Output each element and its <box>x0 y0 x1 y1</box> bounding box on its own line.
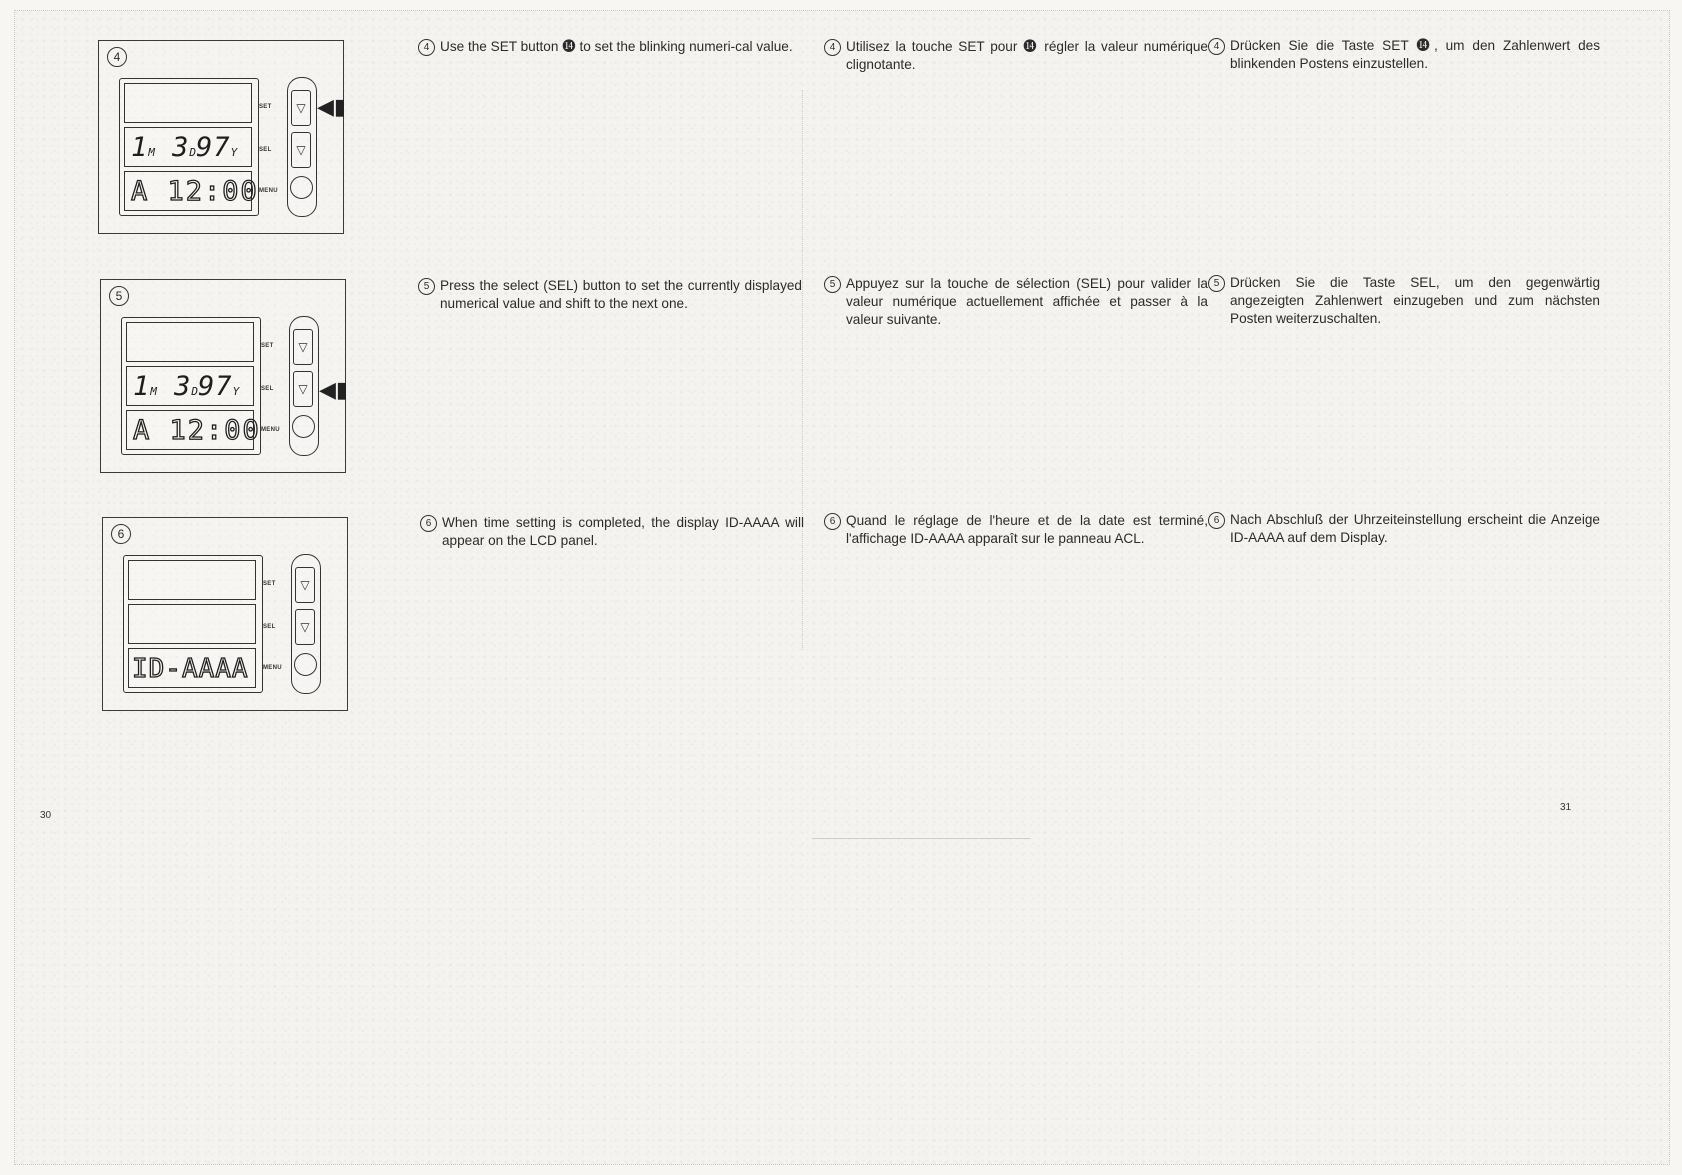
step-number: 6 <box>420 515 437 532</box>
page-number-left: 30 <box>40 810 52 821</box>
menu-label: MENU <box>263 665 282 671</box>
set-label: SET <box>261 343 274 349</box>
lcd-id-readout: ID-AAAA <box>132 654 249 684</box>
triangle-up-icon: ▽ <box>300 578 310 592</box>
step-text: Nach Abschluß der Uhrzeiteinstellung erscheint die Anzeige ID-AAAA auf dem Display. <box>1230 512 1600 545</box>
button-column <box>287 77 317 217</box>
sel-label: SEL <box>261 386 274 392</box>
step-number: 5 <box>1208 275 1225 292</box>
menu-label: MENU <box>259 188 278 194</box>
lcd-row-2 <box>126 366 254 406</box>
step-fr-6 <box>824 512 1208 548</box>
step-number: 4 <box>1208 38 1225 55</box>
sel-label: SEL <box>263 624 276 630</box>
step-text: Drücken Sie die Taste SEL, um den gegenwärtig angezeigten Zahlenwert einzugeben und zum nächsten Posten weiterzuschalten. <box>1230 275 1600 326</box>
triangle-down-icon: ▽ <box>300 620 310 634</box>
lcd-row-3 <box>128 648 256 688</box>
step-number: 4 <box>824 39 841 56</box>
menu-label: MENU <box>261 427 280 433</box>
step-text: When time setting is completed, the display ID-AAAA will appear on the LCD panel. <box>442 515 804 548</box>
set-label: SET <box>259 104 272 110</box>
lcd-time-readout: A 12:00 <box>131 176 259 207</box>
button-column <box>289 316 319 456</box>
lcd-row-1 <box>126 322 254 362</box>
step-en-5 <box>418 277 802 313</box>
lcd-row-3 <box>124 171 259 211</box>
step-de-5 <box>1208 274 1600 328</box>
lcd-panel <box>123 555 263 693</box>
page-number-right: 31 <box>1560 802 1572 813</box>
button-column <box>291 554 321 694</box>
page-fold-line <box>802 90 803 650</box>
step-en-6 <box>420 514 804 550</box>
triangle-up-icon: ▽ <box>296 101 306 115</box>
set-button[interactable] <box>295 567 315 603</box>
step-text: Quand le réglage de l'heure et de la date est terminé, l'affichage ID-AAAA apparaît sur le panneau ACL. <box>846 513 1208 546</box>
lcd-row-2 <box>128 604 256 644</box>
figure-step-5 <box>100 279 349 473</box>
lcd-row-1 <box>128 560 256 600</box>
lcd-row-2 <box>124 127 252 167</box>
lcd-row-3 <box>126 410 261 450</box>
sel-label: SEL <box>259 147 272 153</box>
step-fr-5 <box>824 275 1208 329</box>
sel-button[interactable] <box>293 371 313 407</box>
lcd-time-readout: A 12:00 <box>133 415 261 446</box>
pointer-arrow-icon: ◀▮ <box>317 94 347 119</box>
lcd-row-1 <box>124 83 252 123</box>
figure-number: 6 <box>111 524 131 544</box>
figure-step-4 <box>98 40 347 234</box>
sel-button[interactable] <box>295 609 315 645</box>
figure-number: 4 <box>107 47 127 67</box>
triangle-down-icon: ▽ <box>296 143 306 157</box>
step-de-4 <box>1208 37 1600 73</box>
set-button[interactable] <box>293 329 313 365</box>
step-de-6 <box>1208 511 1600 547</box>
step-number: 5 <box>418 278 435 295</box>
step-text: Appuyez sur la touche de sélection (SEL) pour valider la valeur numérique actuellement affichée et passer à la valeur suivante. <box>846 276 1208 327</box>
triangle-up-icon: ▽ <box>298 340 308 354</box>
menu-button[interactable] <box>292 415 315 438</box>
menu-button[interactable] <box>290 176 313 199</box>
menu-button[interactable] <box>294 653 317 676</box>
lcd-panel <box>121 317 261 455</box>
step-number: 6 <box>824 513 841 530</box>
step-number: 4 <box>418 39 435 56</box>
sel-button[interactable] <box>291 132 311 168</box>
set-label: SET <box>263 581 276 587</box>
lcd-date-readout: 1M 3D97Y <box>131 132 238 163</box>
lcd-date-readout: 1M 3D97Y <box>133 371 240 402</box>
lcd-panel <box>119 78 259 216</box>
pointer-arrow-icon: ◀▮ <box>319 377 349 402</box>
page-fold-mark <box>812 838 1030 839</box>
figure-number: 5 <box>109 286 129 306</box>
step-text: Utilisez la touche SET pour ⓮ régler la valeur numérique clignotante. <box>846 39 1208 72</box>
set-button[interactable] <box>291 90 311 126</box>
step-number: 5 <box>824 276 841 293</box>
step-number: 6 <box>1208 512 1225 529</box>
step-en-4 <box>418 38 802 56</box>
step-fr-4 <box>824 38 1208 74</box>
triangle-down-icon: ▽ <box>298 382 308 396</box>
step-text: Drücken Sie die Taste SET ⓮, um den Zahlenwert des blinkenden Postens einzustellen. <box>1230 38 1600 71</box>
step-text: Press the select (SEL) button to set the currently displayed numerical value and shift to the next one. <box>440 278 802 311</box>
figure-step-6 <box>102 517 348 711</box>
step-text: Use the SET button ⓮ to set the blinking numeri-cal value. <box>440 39 793 54</box>
